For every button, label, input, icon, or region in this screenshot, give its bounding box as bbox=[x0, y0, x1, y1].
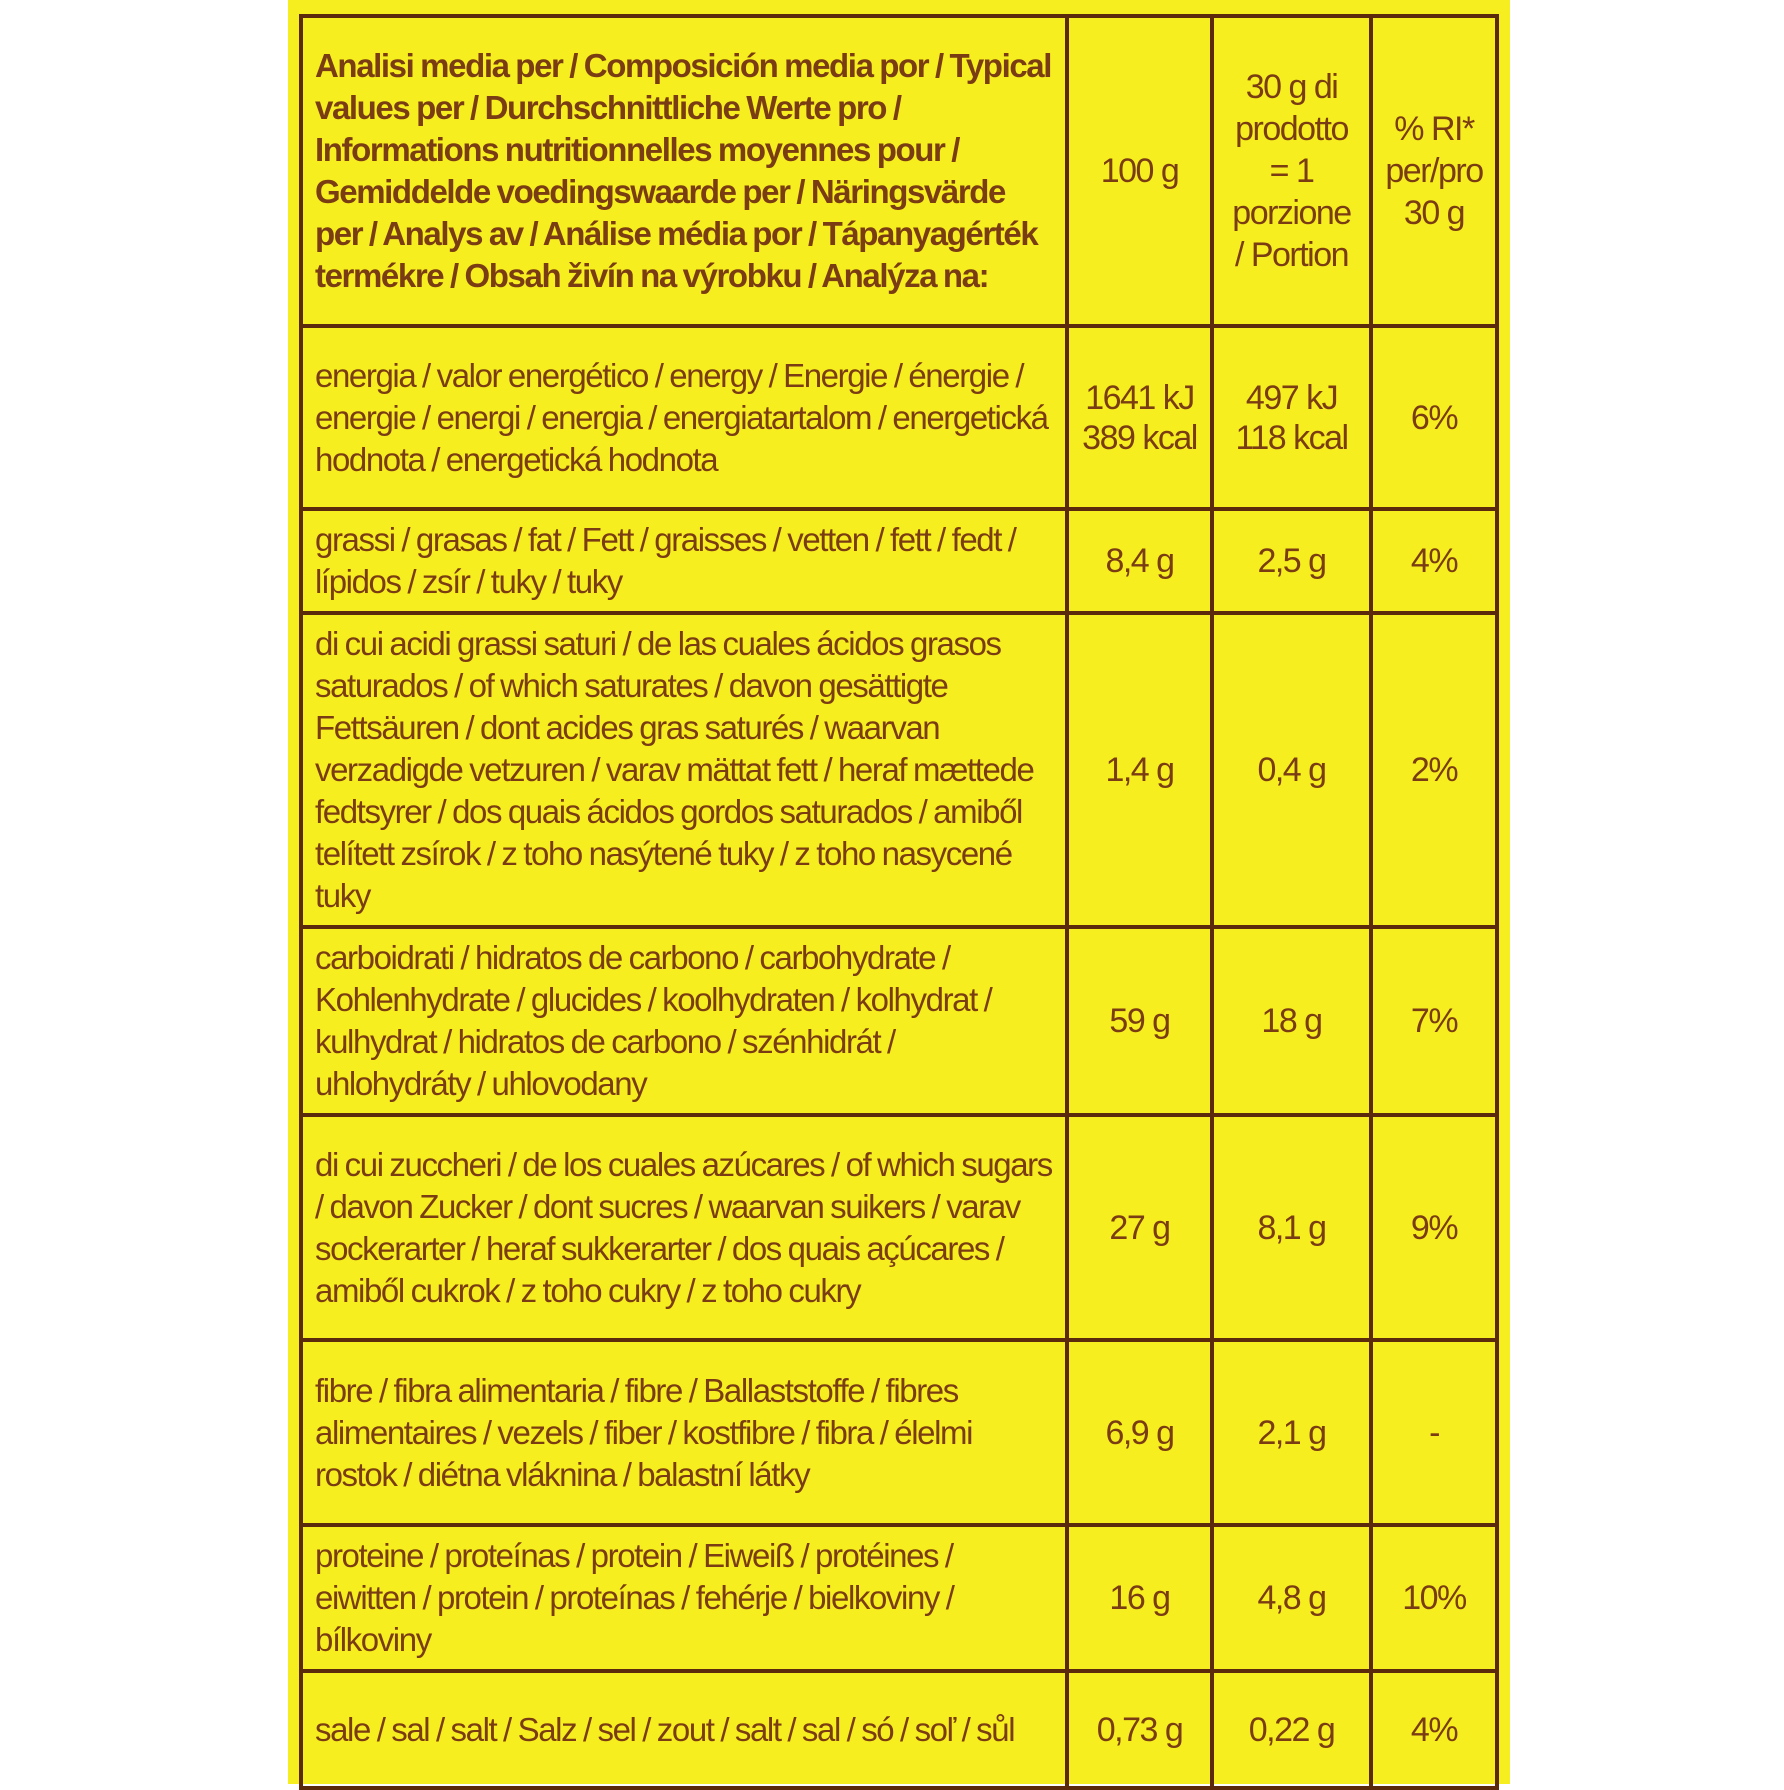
nutrient-label: sale / sal / salt / Salz / sel / zout / salt / sal / só / soľ / sůl bbox=[301, 1671, 1067, 1788]
nutrient-label: proteine / proteínas / protein / Eiweiß / protéines / eiwitten / protein / proteínas / fehérje / bielkoviny / bílkoviny bbox=[301, 1525, 1067, 1671]
table-row bbox=[301, 326, 1497, 509]
value-per-portion: 2,5 g bbox=[1212, 509, 1371, 613]
value-ri: 4% bbox=[1371, 1671, 1497, 1788]
value-per-portion: 2,1 g bbox=[1212, 1340, 1371, 1525]
value-ri: 2% bbox=[1371, 613, 1497, 927]
header-per-100g: 100 g bbox=[1067, 16, 1212, 326]
value-per-100g: 8,4 g bbox=[1067, 509, 1212, 613]
header-ri-percent: % RI* per/pro 30 g bbox=[1371, 16, 1497, 326]
value-per-portion: 4,8 g bbox=[1212, 1525, 1371, 1671]
table-header-row bbox=[301, 16, 1497, 326]
nutrient-label: fibre / fibra alimentaria / fibre / Ballaststoffe / fibres alimentaires / vezels / fiber / kostfibre / fibra / élelmi rostok / diétna vláknina / balastní látky bbox=[301, 1340, 1067, 1525]
value-per-portion: 0,22 g bbox=[1212, 1671, 1371, 1788]
value-per-100g: 0,73 g bbox=[1067, 1671, 1212, 1788]
value-per-portion: 18 g bbox=[1212, 927, 1371, 1115]
value-ri: 10% bbox=[1371, 1525, 1497, 1671]
table-row bbox=[301, 1671, 1497, 1788]
value-kj: 497 kJ bbox=[1245, 378, 1338, 417]
value-kcal: 389 kcal bbox=[1082, 418, 1197, 457]
value-ri: 9% bbox=[1371, 1115, 1497, 1340]
value-ri: 7% bbox=[1371, 927, 1497, 1115]
value-per-portion bbox=[1212, 326, 1371, 509]
table-row bbox=[301, 509, 1497, 613]
value-kcal: 118 kcal bbox=[1235, 418, 1348, 457]
table-row bbox=[301, 1115, 1497, 1340]
table-row bbox=[301, 1525, 1497, 1671]
table-row bbox=[301, 927, 1497, 1115]
nutrient-label: grassi / grasas / fat / Fett / graisses / vetten / fett / fedt / lípidos / zsír / tuky / tuky bbox=[301, 509, 1067, 613]
nutrient-label: di cui acidi grassi saturi / de las cuales ácidos grasos saturados / of which saturates / davon gesättigte Fettsäuren / dont acides gras saturés / waarvan verzadigde vetzuren / varav mättat fett / heraf mættede fedtsyrer / dos quais ácidos gordos saturados / amiből telített zsírok / z toho nasýtené tuky / z toho nasycené tuky bbox=[301, 613, 1067, 927]
value-ri: 4% bbox=[1371, 509, 1497, 613]
value-per-100g: 16 g bbox=[1067, 1525, 1212, 1671]
value-ri: 6% bbox=[1371, 326, 1497, 509]
value-per-100g: 1,4 g bbox=[1067, 613, 1212, 927]
header-per-portion: 30 g di prodotto = 1 porzione / Portion bbox=[1212, 16, 1371, 326]
value-per-portion: 0,4 g bbox=[1212, 613, 1371, 927]
value-per-portion: 8,1 g bbox=[1212, 1115, 1371, 1340]
value-per-100g: 59 g bbox=[1067, 927, 1212, 1115]
nutrient-label: energia / valor energético / energy / Energie / énergie / energie / energi / energia / energiatartalom / energetická hodnota / energetická hodnota bbox=[301, 326, 1067, 509]
value-per-100g: 6,9 g bbox=[1067, 1340, 1212, 1525]
value-per-100g: 27 g bbox=[1067, 1115, 1212, 1340]
value-ri: - bbox=[1371, 1340, 1497, 1525]
value-kj: 1641 kJ bbox=[1085, 378, 1194, 417]
nutrition-table bbox=[299, 14, 1499, 1790]
nutrient-label: carboidrati / hidratos de carbono / carbohydrate / Kohlenhydrate / glucides / koolhydraten / kolhydrat / kulhydrat / hidratos de carbono / szénhidrát / uhlohydráty / uhlovodany bbox=[301, 927, 1067, 1115]
value-per-100g bbox=[1067, 326, 1212, 509]
table-row bbox=[301, 1340, 1497, 1525]
header-description: Analisi media per / Composición media por / Typical values per / Durchschnittliche Werte pro / Informations nutritionnelles moyennes pour / Gemiddelde voedingswaarde per / Näringsvärde per / Analys av / Análise média por / Tápanyagérték termékre / Obsah živín na výrobku / Analýza na: bbox=[301, 16, 1067, 326]
table-row bbox=[301, 613, 1497, 927]
nutrient-label: di cui zuccheri / de los cuales azúcares / of which sugars / davon Zucker / dont sucres / waarvan suikers / varav sockerarter / heraf sukkerarter / dos quais açúcares / amiből cukrok / z toho cukry / z toho cukry bbox=[301, 1115, 1067, 1340]
